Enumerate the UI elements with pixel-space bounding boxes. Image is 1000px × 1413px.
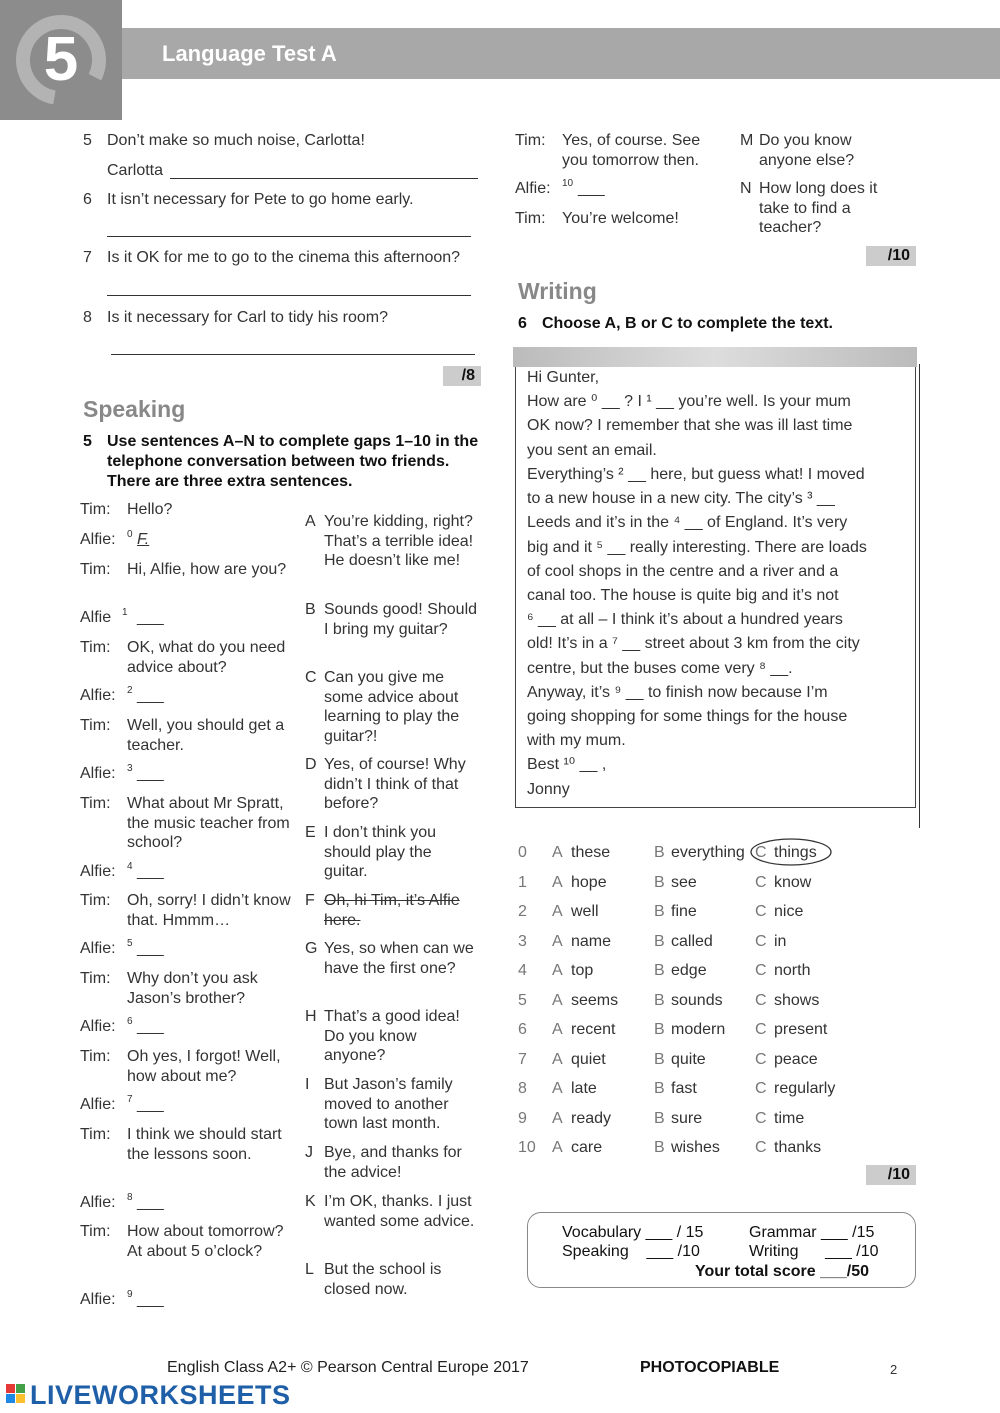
question-text: It isn’t necessary for Pete to go home early.: [107, 191, 414, 208]
choice-a[interactable]: recent: [571, 1021, 616, 1038]
choice-label-c: C: [755, 962, 767, 979]
choice-b[interactable]: wishes: [671, 1139, 720, 1156]
grammar-score: /8: [443, 366, 481, 386]
dialogue-speaker: Alfie:: [80, 1194, 116, 1211]
gap-blank[interactable]: ___: [137, 687, 164, 704]
option-text: But Jason’s family moved to another town last month.: [324, 1076, 453, 1132]
gap-blank[interactable]: ___: [137, 863, 164, 880]
gap-blank[interactable]: ___: [137, 1291, 164, 1308]
gap-number: 8: [127, 1192, 133, 1203]
speaking-score: /10: [866, 246, 916, 266]
option-letter: H: [305, 1008, 317, 1025]
choice-label-a: A: [552, 1080, 563, 1097]
dialogue-line: Oh, sorry! I didn’t know that. Hmmm…: [127, 892, 291, 929]
choice-label-b: B: [654, 1021, 665, 1038]
dialogue-speaker: Tim:: [515, 132, 546, 149]
question-number: 7: [83, 249, 92, 266]
option-text: Do you know anyone else?: [759, 132, 855, 169]
answer-line[interactable]: [170, 178, 478, 179]
letter-line: with my mum.: [527, 732, 626, 749]
option-letter: N: [740, 180, 752, 197]
total-score: Your total score ___/50: [695, 1263, 869, 1280]
option-text: Yes, so when can we have the first one?: [324, 940, 474, 977]
choice-label-c: C: [755, 1110, 767, 1127]
dialogue-line: I think we should start the lessons soon.: [127, 1126, 282, 1163]
question-number: 5: [83, 132, 92, 149]
option-text: Sounds good! Should I bring my guitar?: [324, 601, 478, 638]
choice-label-a: A: [552, 844, 563, 861]
letter-line: to a new house in a new city. The city’s ³ __: [527, 490, 835, 507]
option-text: I’m OK, thanks. I just wanted some advice.: [324, 1193, 475, 1230]
choice-label-b: B: [654, 933, 665, 950]
gap-number: 9: [127, 1289, 133, 1300]
letter-line: OK now? I remember that she was ill last time: [527, 417, 853, 434]
choice-c[interactable]: thanks: [774, 1139, 822, 1156]
choice-b[interactable]: sounds: [671, 992, 723, 1009]
copyright: English Class A2+ © Pearson Central Europe 2017: [167, 1359, 529, 1376]
dialogue-speaker: Tim:: [80, 892, 111, 909]
choice-b[interactable]: quite: [671, 1051, 706, 1068]
choice-label-c: C: [755, 844, 767, 861]
choice-b[interactable]: fast: [671, 1080, 697, 1097]
dialogue-line: How about tomorrow? At about 5 o’clock?: [127, 1223, 284, 1260]
option-text: Can you give me some advice about learning to play the guitar?!: [324, 669, 460, 745]
instruction-number: 6: [518, 315, 527, 332]
choice-c[interactable]: north: [774, 962, 811, 979]
option-letter: J: [305, 1144, 313, 1161]
choice-a[interactable]: hope: [571, 874, 607, 891]
instruction-text: Use sentences A–N to complete gaps 1–10 in the telephone conversation between two friends. There are three extra sentences.: [107, 433, 479, 490]
dialogue-speaker: Alfie:: [80, 687, 116, 704]
choice-c[interactable]: nice: [774, 903, 804, 920]
option-text: Bye, and thanks for the advice!: [324, 1144, 462, 1181]
dialogue-speaker: Tim:: [80, 1223, 111, 1240]
writing-total: Writing ___ /10: [749, 1243, 879, 1260]
dialogue-speaker: Alfie:: [80, 1096, 116, 1113]
choice-number: 4: [518, 962, 527, 979]
choice-label-c: C: [755, 1021, 767, 1038]
gap-blank[interactable]: ___: [137, 1096, 164, 1113]
answer-prefix: Carlotta: [107, 162, 164, 179]
letter-line: canal too. The house is quite big and it’s not: [527, 587, 839, 604]
dialogue-speaker: Tim:: [80, 1048, 111, 1065]
gap-number: 3: [127, 763, 133, 774]
choice-a[interactable]: well: [571, 903, 599, 920]
choice-a[interactable]: care: [571, 1139, 603, 1156]
grammar-total: Grammar ___ /15: [749, 1224, 875, 1241]
choice-label-a: A: [552, 933, 563, 950]
letter-line: ⁶ __ at all – I think it’s about a hundred years: [527, 611, 843, 628]
dialogue-speaker: Alfie:: [80, 1018, 116, 1035]
header-bar: [122, 28, 1000, 79]
choice-c[interactable]: present: [774, 1021, 828, 1038]
instruction-number: 5: [83, 433, 92, 450]
dialogue-line: What about Mr Spratt, the music teacher from school?: [127, 795, 290, 851]
choice-label-b: B: [654, 874, 665, 891]
dialogue-speaker: Alfie:: [80, 863, 116, 880]
page-title: Language Test A: [162, 41, 337, 66]
choice-a[interactable]: top: [571, 962, 594, 979]
choice-b[interactable]: called: [671, 933, 713, 950]
option-letter: D: [305, 756, 317, 773]
unit-badge: [0, 0, 122, 120]
letter-line: big and it ⁵ __ really interesting. There are loads: [527, 539, 867, 556]
letter-line: Anyway, it’s ⁹ __ to finish now because I’m: [527, 684, 828, 701]
question-text: Is it necessary for Carl to tidy his room?: [107, 309, 388, 326]
vocabulary-score: Vocabulary ___ / 15: [562, 1224, 704, 1241]
choice-b[interactable]: fine: [671, 903, 697, 920]
option-letter: B: [305, 601, 316, 618]
choice-c[interactable]: shows: [774, 992, 820, 1009]
dialogue-line: Hello?: [127, 501, 173, 518]
dialogue-speaker: Alfie:: [80, 940, 116, 957]
question-number: 8: [83, 309, 92, 326]
option-letter: C: [305, 669, 317, 686]
gap-number: 5: [127, 938, 133, 949]
letter-line: How are ⁰ __ ? I ¹ __ you’re well. Is your mum: [527, 393, 851, 410]
choice-label-b: B: [654, 844, 665, 861]
choice-b[interactable]: modern: [671, 1021, 726, 1038]
unit-number: 5: [43, 25, 79, 94]
option-letter: G: [305, 940, 318, 957]
choice-label-c: C: [755, 1139, 767, 1156]
choice-b[interactable]: see: [671, 874, 697, 891]
choice-c[interactable]: know: [774, 874, 812, 891]
choice-number: 5: [518, 992, 527, 1009]
choice-a[interactable]: name: [571, 933, 612, 950]
liveworksheets-logo-icon: [6, 1384, 32, 1406]
choice-label-c: C: [755, 874, 767, 891]
answer-line[interactable]: [111, 354, 475, 355]
letter-box-edge: [919, 364, 920, 828]
choice-label-c: C: [755, 992, 767, 1009]
question-text: Is it OK for me to go to the cinema this afternoon?: [107, 249, 461, 266]
section-heading-speaking: Speaking: [83, 396, 186, 422]
dialogue-line: Why don’t you ask Jason’s brother?: [127, 970, 258, 1007]
dialogue-line: Yes, of course. See you tomorrow then.: [562, 132, 701, 169]
choice-a[interactable]: these: [571, 844, 611, 861]
question-text: Don’t make so much noise, Carlotta!: [107, 132, 365, 149]
choice-label-c: C: [755, 1051, 767, 1068]
choice-label-a: A: [552, 962, 563, 979]
choice-number: 1: [518, 874, 527, 891]
option-letter: M: [740, 132, 754, 149]
gap-number: 1: [122, 607, 128, 618]
option-text: Oh, hi Tim, it’s Alfie here.: [324, 892, 460, 929]
choice-c[interactable]: time: [774, 1110, 805, 1127]
choice-label-b: B: [654, 1110, 665, 1127]
option-text: How long does it take to find a teacher?: [759, 180, 878, 236]
choice-b[interactable]: edge: [671, 962, 707, 979]
choice-a[interactable]: seems: [571, 992, 619, 1009]
letter-line: Jonny: [527, 781, 570, 798]
answer-line[interactable]: [107, 295, 471, 296]
letter-line: going shopping for some things for the house: [527, 708, 848, 725]
page-number: 2: [890, 1362, 898, 1377]
dialogue-line: You’re welcome!: [562, 210, 679, 227]
choice-b[interactable]: sure: [671, 1110, 703, 1127]
option-text: But the school is closed now.: [324, 1261, 442, 1298]
choice-c[interactable]: in: [774, 933, 787, 950]
question-number: 6: [83, 191, 92, 208]
gap-number: 2: [127, 685, 133, 696]
choice-label-a: A: [552, 1139, 563, 1156]
dialogue-speaker: Tim:: [80, 501, 111, 518]
choice-b[interactable]: everything: [671, 844, 745, 861]
dialogue-speaker: Alfie:: [80, 765, 116, 782]
choice-c[interactable]: peace: [774, 1051, 818, 1068]
choice-label-a: A: [552, 903, 563, 920]
choice-label-b: B: [654, 992, 665, 1009]
choice-label-b: B: [654, 1051, 665, 1068]
choice-a[interactable]: ready: [571, 1110, 612, 1127]
choice-label-b: B: [654, 903, 665, 920]
choice-label-c: C: [755, 903, 767, 920]
option-letter: I: [305, 1076, 310, 1093]
dialogue-line: OK, what do you need advice about?: [127, 639, 286, 676]
option-text: Yes, of course! Why didn’t I think of that before?: [324, 756, 466, 812]
example-answer: F.: [137, 531, 150, 548]
dialogue-line: Hi, Alfie, how are you?: [127, 561, 287, 578]
letter-line: Everything’s ² __ here, but guess what! I moved: [527, 466, 865, 483]
dialogue-line: Well, you should get a teacher.: [127, 717, 285, 754]
gap-blank[interactable]: ___: [137, 609, 164, 626]
dialogue-speaker: Alfie: [80, 609, 112, 626]
answer-line[interactable]: [107, 236, 471, 237]
instruction-text: Choose A, B or C to complete the text.: [542, 315, 833, 332]
gap-blank[interactable]: ___: [137, 1018, 164, 1035]
dialogue-line: Oh yes, I forgot! Well, how about me?: [127, 1048, 281, 1085]
choice-a[interactable]: late: [571, 1080, 597, 1097]
choice-number: 8: [518, 1080, 527, 1097]
dialogue-speaker: Tim:: [80, 795, 111, 812]
letter-line: old! It’s in a ⁷ __ street about 3 km from the city: [527, 635, 860, 652]
letter-line: you sent an email.: [527, 442, 657, 459]
dialogue-speaker: Alfie:: [515, 180, 551, 197]
dialogue-speaker: Tim:: [80, 1126, 111, 1143]
option-letter: L: [305, 1261, 314, 1278]
choice-number: 9: [518, 1110, 527, 1127]
gap-number: 4: [127, 861, 133, 872]
choice-label-b: B: [654, 1139, 665, 1156]
choice-number: 2: [518, 903, 527, 920]
letter-line: centre, but the buses come very ⁸ __.: [527, 660, 793, 677]
option-letter: F: [305, 892, 315, 909]
choice-number: 6: [518, 1021, 527, 1038]
photocopiable-label: PHOTOCOPIABLE: [640, 1359, 780, 1376]
choice-label-b: B: [654, 962, 665, 979]
choice-label-c: C: [755, 1080, 767, 1097]
dialogue-speaker: Tim:: [80, 561, 111, 578]
option-letter: E: [305, 824, 316, 841]
choice-label-a: A: [552, 1051, 563, 1068]
answer-circle-icon: [749, 836, 833, 868]
letter-line: of cool shops in the centre and a river and a: [527, 563, 839, 580]
letter-header-bar: [513, 347, 917, 367]
choice-label-c: C: [755, 933, 767, 950]
dialogue-speaker: Tim:: [515, 210, 546, 227]
section-heading-writing: Writing: [518, 278, 597, 304]
dialogue-speaker: Tim:: [80, 717, 111, 734]
choice-a[interactable]: quiet: [571, 1051, 606, 1068]
choice-label-a: A: [552, 1021, 563, 1038]
brand-logo-text[interactable]: LIVEWORKSHEETS: [30, 1380, 291, 1410]
option-text: That’s a good idea! Do you know anyone?: [324, 1008, 460, 1064]
letter-line: Best ¹⁰ __ ,: [527, 756, 607, 773]
letter-line: Leeds and it’s in the ⁴ __ of England. It’s very: [527, 514, 848, 531]
gap-number: 6: [127, 1016, 133, 1027]
option-text: You’re kidding, right? That’s a terrible idea! He doesn’t like me!: [324, 513, 474, 569]
option-letter: A: [305, 513, 316, 530]
gap-blank[interactable]: ___: [137, 765, 164, 782]
choice-label-a: A: [552, 1110, 563, 1127]
choice-number: 7: [518, 1051, 527, 1068]
choice-c[interactable]: regularly: [774, 1080, 836, 1097]
choice-c[interactable]: things: [774, 844, 817, 861]
option-text: I don’t think you should play the guitar.: [324, 824, 437, 880]
gap-number: 0: [127, 529, 133, 540]
gap-blank[interactable]: ___: [137, 940, 164, 957]
choice-label-b: B: [654, 1080, 665, 1097]
choice-number: 3: [518, 933, 527, 950]
choice-label-a: A: [552, 874, 563, 891]
dialogue-speaker: Alfie:: [80, 1291, 116, 1308]
choice-label-a: A: [552, 992, 563, 1009]
choice-number: 0: [518, 844, 527, 861]
gap-blank[interactable]: ___: [137, 1194, 164, 1211]
choice-number: 10: [518, 1139, 536, 1156]
dialogue-speaker: Alfie:: [80, 531, 116, 548]
writing-score: /10: [866, 1165, 916, 1185]
gap-number: 7: [127, 1094, 133, 1105]
gap-number: 10: [562, 178, 574, 189]
letter-line: Hi Gunter,: [527, 369, 600, 386]
dialogue-speaker: Tim:: [80, 639, 111, 656]
dialogue-speaker: Tim:: [80, 970, 111, 987]
gap-blank[interactable]: ___: [578, 180, 605, 197]
option-letter: K: [305, 1193, 316, 1210]
speaking-total: Speaking ___ /10: [562, 1243, 700, 1260]
